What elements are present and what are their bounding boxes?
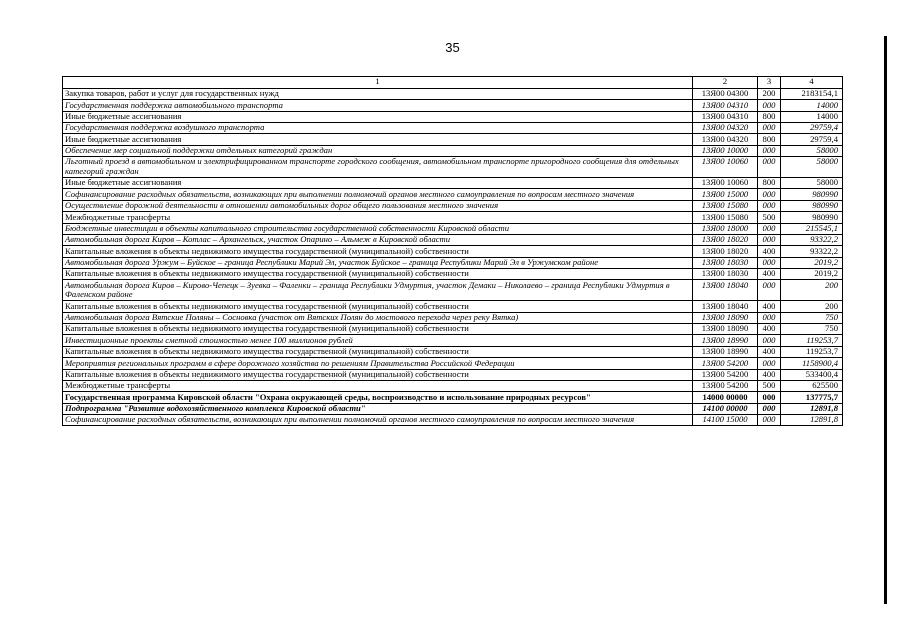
- code-cell: 13Я00 04320: [693, 134, 758, 145]
- table-row: [63, 178, 843, 189]
- subcode-cell: 000: [758, 122, 781, 133]
- name-cell: Капитальные вложения в объекты недвижимого имущества государственной (муниципальной) собственности: [63, 246, 693, 257]
- subcode-cell: 800: [758, 134, 781, 145]
- amount-cell: 93322,2: [781, 234, 843, 245]
- amount-cell: 119253,7: [781, 346, 843, 357]
- code-cell: 13Я00 18040: [693, 280, 758, 301]
- table-row: [63, 346, 843, 357]
- subcode-cell: 400: [758, 324, 781, 335]
- amount-cell: 980990: [781, 200, 843, 211]
- code-cell: 13Я00 10000: [693, 145, 758, 156]
- amount-cell: 2183154,1: [781, 88, 843, 99]
- table-row: [63, 234, 843, 245]
- code-cell: 13Я00 15000: [693, 189, 758, 200]
- name-cell: Осуществление дорожной деятельности в отношении автомобильных дорог общего пользования местного значения: [63, 200, 693, 211]
- scan-edge-bar: [884, 36, 887, 604]
- amount-cell: 1158900,4: [781, 358, 843, 369]
- subcode-cell: 800: [758, 178, 781, 189]
- code-cell: 14100 15000: [693, 415, 758, 426]
- amount-cell: 750: [781, 312, 843, 323]
- name-cell: Капитальные вложения в объекты недвижимого имущества государственной (муниципальной) собственности: [63, 269, 693, 280]
- name-cell: Софинансирование расходных обязательств, возникающих при выполнении полномочий органов местного самоуправления по вопросам местного значения: [63, 189, 693, 200]
- subcode-cell: 400: [758, 246, 781, 257]
- name-cell: Льготный проезд в автомобильном и электрифицированном транспорте городского сообщения, автомобильном транспорте пригородного сообщения для отдельных категорий граждан: [63, 157, 693, 178]
- page-number: 35: [445, 40, 460, 55]
- code-cell: 13Я00 04310: [693, 100, 758, 111]
- amount-cell: 12891,8: [781, 403, 843, 414]
- subcode-cell: 000: [758, 257, 781, 268]
- name-cell: Обеспечение мер социальной поддержки отдельных категорий граждан: [63, 145, 693, 156]
- code-cell: 13Я00 18020: [693, 246, 758, 257]
- code-cell: 13Я00 04310: [693, 111, 758, 122]
- code-cell: 13Я00 18000: [693, 223, 758, 234]
- code-cell: 13Я00 10060: [693, 178, 758, 189]
- table-row: [63, 157, 843, 178]
- amount-cell: 980990: [781, 212, 843, 223]
- subcode-cell: 400: [758, 301, 781, 312]
- amount-cell: 29759,4: [781, 134, 843, 145]
- name-cell: Государственная поддержка воздушного транспорта: [63, 122, 693, 133]
- subcode-cell: 400: [758, 346, 781, 357]
- table-row: [63, 358, 843, 369]
- code-cell: 14100 00000: [693, 403, 758, 414]
- name-cell: Автомобильная дорога Уржум – Буйское – граница Республики Марий Эл, участок Буйское – граница Республики Марий Эл в Уржумском районе: [63, 257, 693, 268]
- code-cell: 13Я00 18990: [693, 346, 758, 357]
- table-row: [63, 415, 843, 426]
- table-row: [63, 301, 843, 312]
- name-cell: Капитальные вложения в объекты недвижимого имущества государственной (муниципальной) собственности: [63, 301, 693, 312]
- table-row: [63, 145, 843, 156]
- name-cell: Подпрограмма "Развитие водохозяйственного комплекса Кировской области": [63, 403, 693, 414]
- subcode-cell: 000: [758, 157, 781, 178]
- header-cell: 1: [63, 77, 693, 89]
- table-row: [63, 189, 843, 200]
- table-row: [63, 100, 843, 111]
- subcode-cell: 000: [758, 100, 781, 111]
- amount-cell: 12891,8: [781, 415, 843, 426]
- subcode-cell: 800: [758, 111, 781, 122]
- subcode-cell: 000: [758, 145, 781, 156]
- amount-cell: 2019,2: [781, 257, 843, 268]
- table-row: [63, 335, 843, 346]
- code-cell: 13Я00 10060: [693, 157, 758, 178]
- code-cell: 13Я00 04300: [693, 88, 758, 99]
- table-row: [63, 134, 843, 145]
- code-cell: 13Я00 18020: [693, 234, 758, 245]
- amount-cell: 93322,2: [781, 246, 843, 257]
- table-row: [63, 403, 843, 414]
- subcode-cell: 000: [758, 403, 781, 414]
- amount-cell: 200: [781, 280, 843, 301]
- table-row: [63, 212, 843, 223]
- name-cell: Автомобильная дорога Киров – Котлас – Архангельск, участок Опарино – Альмеж в Кировской области: [63, 234, 693, 245]
- code-cell: 13Я00 18090: [693, 312, 758, 323]
- subcode-cell: 000: [758, 415, 781, 426]
- code-cell: 13Я00 18030: [693, 269, 758, 280]
- amount-cell: 980990: [781, 189, 843, 200]
- table-row: [63, 380, 843, 391]
- code-cell: 13Я00 18990: [693, 335, 758, 346]
- amount-cell: 200: [781, 301, 843, 312]
- table-row: [63, 257, 843, 268]
- table-row: [63, 369, 843, 380]
- subcode-cell: 000: [758, 312, 781, 323]
- table-row: [63, 269, 843, 280]
- amount-cell: 750: [781, 324, 843, 335]
- subcode-cell: 500: [758, 212, 781, 223]
- subcode-cell: 000: [758, 223, 781, 234]
- name-cell: Инвестиционные проекты сметной стоимостью менее 100 миллионов рублей: [63, 335, 693, 346]
- amount-cell: 29759,4: [781, 122, 843, 133]
- subcode-cell: 000: [758, 335, 781, 346]
- name-cell: Капитальные вложения в объекты недвижимого имущества государственной (муниципальной) собственности: [63, 369, 693, 380]
- table-row: [63, 122, 843, 133]
- amount-cell: 215545,1: [781, 223, 843, 234]
- header-cell: 4: [781, 77, 843, 89]
- subcode-cell: 000: [758, 392, 781, 403]
- code-cell: 13Я00 15080: [693, 200, 758, 211]
- table-row: [63, 223, 843, 234]
- subcode-cell: 500: [758, 380, 781, 391]
- table-row: [63, 200, 843, 211]
- amount-cell: 58000: [781, 178, 843, 189]
- header-cell: 2: [693, 77, 758, 89]
- header-cell: 3: [758, 77, 781, 89]
- table-row: [63, 111, 843, 122]
- code-cell: 13Я00 54200: [693, 380, 758, 391]
- subcode-cell: 400: [758, 269, 781, 280]
- name-cell: Софинансирование расходных обязательств, возникающих при выполнении полномочий органов местного самоуправления по вопросам местного значения: [63, 415, 693, 426]
- name-cell: Автомобильная дорога Вятские Поляны – Сосновка (участок от Вятских Полян до мостового перехода через реку Вятка): [63, 312, 693, 323]
- code-cell: 13Я00 54200: [693, 358, 758, 369]
- subcode-cell: 000: [758, 200, 781, 211]
- name-cell: Межбюджетные трансферты: [63, 380, 693, 391]
- code-cell: 14000 00000: [693, 392, 758, 403]
- name-cell: Мероприятия региональных программ в сфере дорожного хозяйства по решениям Правительства Российской Федерации: [63, 358, 693, 369]
- amount-cell: 58000: [781, 145, 843, 156]
- subcode-cell: 400: [758, 369, 781, 380]
- amount-cell: 137775,7: [781, 392, 843, 403]
- name-cell: Бюджетные инвестиции в объекты капитального строительства государственной собственности Кировской области: [63, 223, 693, 234]
- name-cell: Государственная программа Кировской области "Охрана окружающей среды, воспроизводство и использование природных ресурсов": [63, 392, 693, 403]
- amount-cell: 119253,7: [781, 335, 843, 346]
- table-row: [63, 88, 843, 99]
- name-cell: Капитальные вложения в объекты недвижимого имущества государственной (муниципальной) собственности: [63, 346, 693, 357]
- name-cell: Иные бюджетные ассигнования: [63, 178, 693, 189]
- amount-cell: 625500: [781, 380, 843, 391]
- name-cell: Автомобильная дорога Киров – Кирово-Чепецк – Зуевка – Фаленки – граница Республики Удмуртия, участок Демаки – Николаево – граница Республики Удмуртия в Фаленском районе: [63, 280, 693, 301]
- name-cell: Закупка товаров, работ и услуг для государственных нужд: [63, 88, 693, 99]
- code-cell: 13Я00 18040: [693, 301, 758, 312]
- name-cell: Иные бюджетные ассигнования: [63, 134, 693, 145]
- name-cell: Межбюджетные трансферты: [63, 212, 693, 223]
- subcode-cell: 000: [758, 234, 781, 245]
- budget-table: [62, 76, 843, 426]
- subcode-cell: 200: [758, 88, 781, 99]
- table-row: [63, 324, 843, 335]
- amount-cell: 2019,2: [781, 269, 843, 280]
- amount-cell: 533400,4: [781, 369, 843, 380]
- table-row: [63, 280, 843, 301]
- table-row: [63, 246, 843, 257]
- code-cell: 13Я00 54200: [693, 369, 758, 380]
- code-cell: 13Я00 04320: [693, 122, 758, 133]
- subcode-cell: 000: [758, 280, 781, 301]
- name-cell: Иные бюджетные ассигнования: [63, 111, 693, 122]
- amount-cell: 58000: [781, 157, 843, 178]
- amount-cell: 14000: [781, 111, 843, 122]
- subcode-cell: 000: [758, 189, 781, 200]
- table-row: [63, 392, 843, 403]
- table-row: [63, 312, 843, 323]
- name-cell: Государственная поддержка автомобильного транспорта: [63, 100, 693, 111]
- code-cell: 13Я00 15080: [693, 212, 758, 223]
- name-cell: Капитальные вложения в объекты недвижимого имущества государственной (муниципальной) собственности: [63, 324, 693, 335]
- code-cell: 13Я00 18090: [693, 324, 758, 335]
- table-header-row: [63, 77, 843, 89]
- amount-cell: 14000: [781, 100, 843, 111]
- code-cell: 13Я00 18030: [693, 257, 758, 268]
- subcode-cell: 000: [758, 358, 781, 369]
